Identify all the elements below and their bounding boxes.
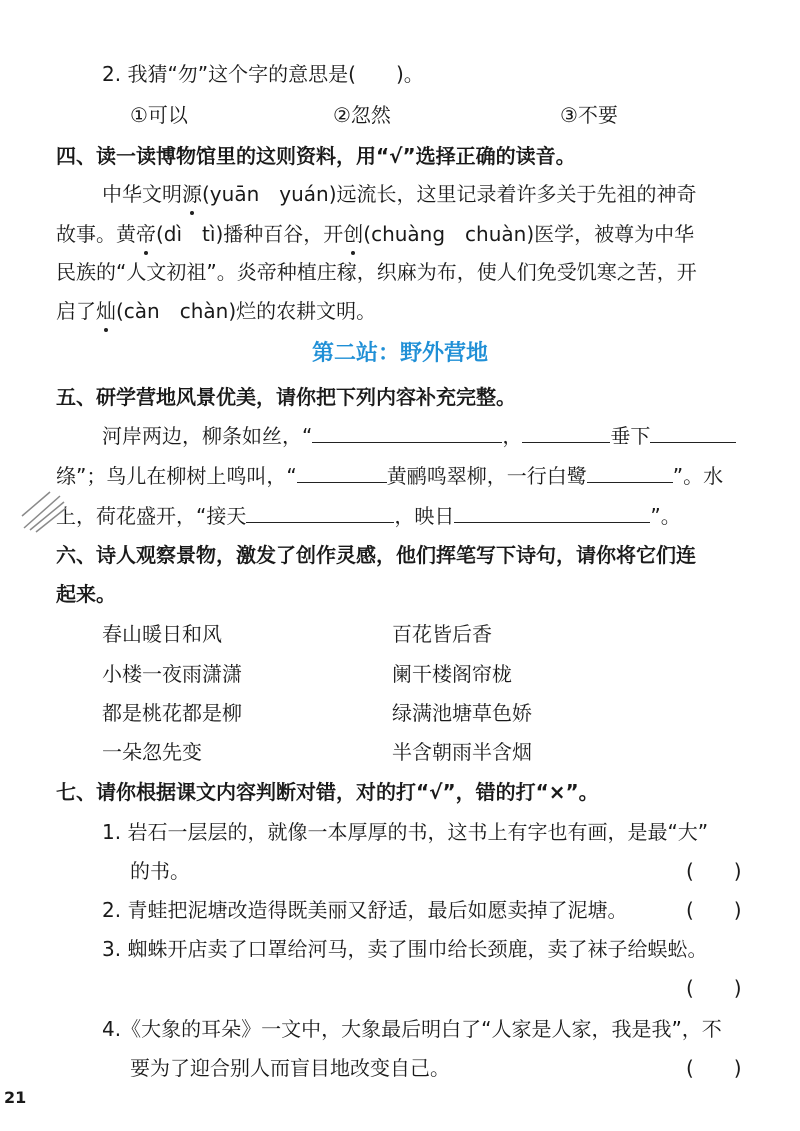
dotted-char: 创 xyxy=(343,222,364,246)
poem-right-1[interactable]: 百花皆后香 xyxy=(392,622,492,646)
q5-line-1: 河岸两边，柳条如丝，“ ， 垂下 xyxy=(102,422,736,450)
poem-right-4[interactable]: 半含朝雨半含烟 xyxy=(392,740,532,764)
section-heading: 第二站：野外营地 xyxy=(311,341,488,366)
poem-left-3[interactable]: 都是桃花都是柳 xyxy=(102,701,242,725)
fill-blank[interactable] xyxy=(522,422,610,443)
fill-blank[interactable] xyxy=(587,462,673,483)
q7-item4-line-2: 要为了迎合别人而盲目地改变自己。 xyxy=(130,1056,450,1080)
fill-blank[interactable] xyxy=(454,502,650,523)
q7-item1-line-2: 的书。 xyxy=(130,859,190,883)
q3-option-2: ②忽然 xyxy=(333,103,391,127)
answer-box-1[interactable]: ( ) xyxy=(686,859,742,883)
page-number: 21 xyxy=(4,1088,27,1107)
q3-item2: 2. 我猜“勿”这个字的意思是( )。 xyxy=(102,62,424,86)
q3-option-3: ③不要 xyxy=(560,103,618,127)
dotted-char: 灿 xyxy=(96,299,116,323)
dotted-char: 帝 xyxy=(136,222,156,246)
poem-left-4[interactable]: 一朵忽先变 xyxy=(102,740,202,764)
q6-title-line-1: 六、诗人观察景物，激发了创作灵感，他们挥笔写下诗句，请你将它们连 xyxy=(56,543,696,567)
fill-blank[interactable] xyxy=(650,422,736,443)
poem-left-2[interactable]: 小楼一夜雨潇潇 xyxy=(102,662,242,686)
q7-item4-line-1: 4.《大象的耳朵》一文中，大象最后明白了“人家是人家，我是我”，不 xyxy=(102,1017,722,1041)
q4-line-3: 民族的“人文初祖”。炎帝种植庄稼，织麻为布，使人们免受饥寒之苦，开 xyxy=(56,260,697,284)
fill-blank[interactable] xyxy=(246,502,394,523)
fill-blank[interactable] xyxy=(312,422,502,443)
q5-line-3: 上，荷花盛开，“接天 ，映日 ”。 xyxy=(56,504,681,528)
q5-title: 五、研学营地风景优美，请你把下列内容补充完整。 xyxy=(56,385,516,409)
poem-right-2[interactable]: 阑干楼阁帘栊 xyxy=(392,662,512,686)
poem-right-3[interactable]: 绿满池塘草色娇 xyxy=(392,701,532,725)
pencil-scribble-icon xyxy=(20,486,70,536)
answer-box-2[interactable]: ( ) xyxy=(686,898,742,922)
poem-left-1[interactable]: 春山暖日和风 xyxy=(102,622,222,646)
q6-title-line-2: 起来。 xyxy=(56,582,116,606)
q4-line-4: 启了灿(càn chàn)烂的农耕文明。 xyxy=(56,299,377,323)
q7-item2: 2. 青蛙把泥塘改造得既美丽又舒适，最后如愿卖掉了泥塘。 xyxy=(102,898,628,922)
q7-item3: 3. 蜘蛛开店卖了口罩给河马，卖了围巾给长颈鹿，卖了袜子给蜈蚣。 xyxy=(102,937,708,961)
dotted-char: 源 xyxy=(182,182,202,206)
q7-title: 七、请你根据课文内容判断对错，对的打“√”，错的打“×”。 xyxy=(56,780,599,804)
answer-box-3[interactable]: ( ) xyxy=(686,976,742,1000)
q4-title: 四、读一读博物馆里的这则资料，用“√”选择正确的读音。 xyxy=(56,144,576,168)
q4-line-2: 故事。黄帝(dì tì)播种百谷，开创(chuàng chuàn)医学，被尊为中华 xyxy=(56,222,695,246)
answer-box-4[interactable]: ( ) xyxy=(686,1056,742,1080)
q5-line-2: 绦”；鸟儿在柳树上鸣叫，“ 黄鹂鸣翠柳，一行白鹭 ”。水 xyxy=(56,464,724,488)
fill-blank[interactable] xyxy=(297,462,387,483)
q3-option-1: ①可以 xyxy=(130,103,188,127)
q4-line-1: 中华文明源(yuān yuán)远流长，这里记录着许多关于先祖的神奇 xyxy=(102,182,697,206)
q7-item1-line-1: 1. 岩石一层层的，就像一本厚厚的书，这书上有字也有画，是最“大” xyxy=(102,820,709,844)
